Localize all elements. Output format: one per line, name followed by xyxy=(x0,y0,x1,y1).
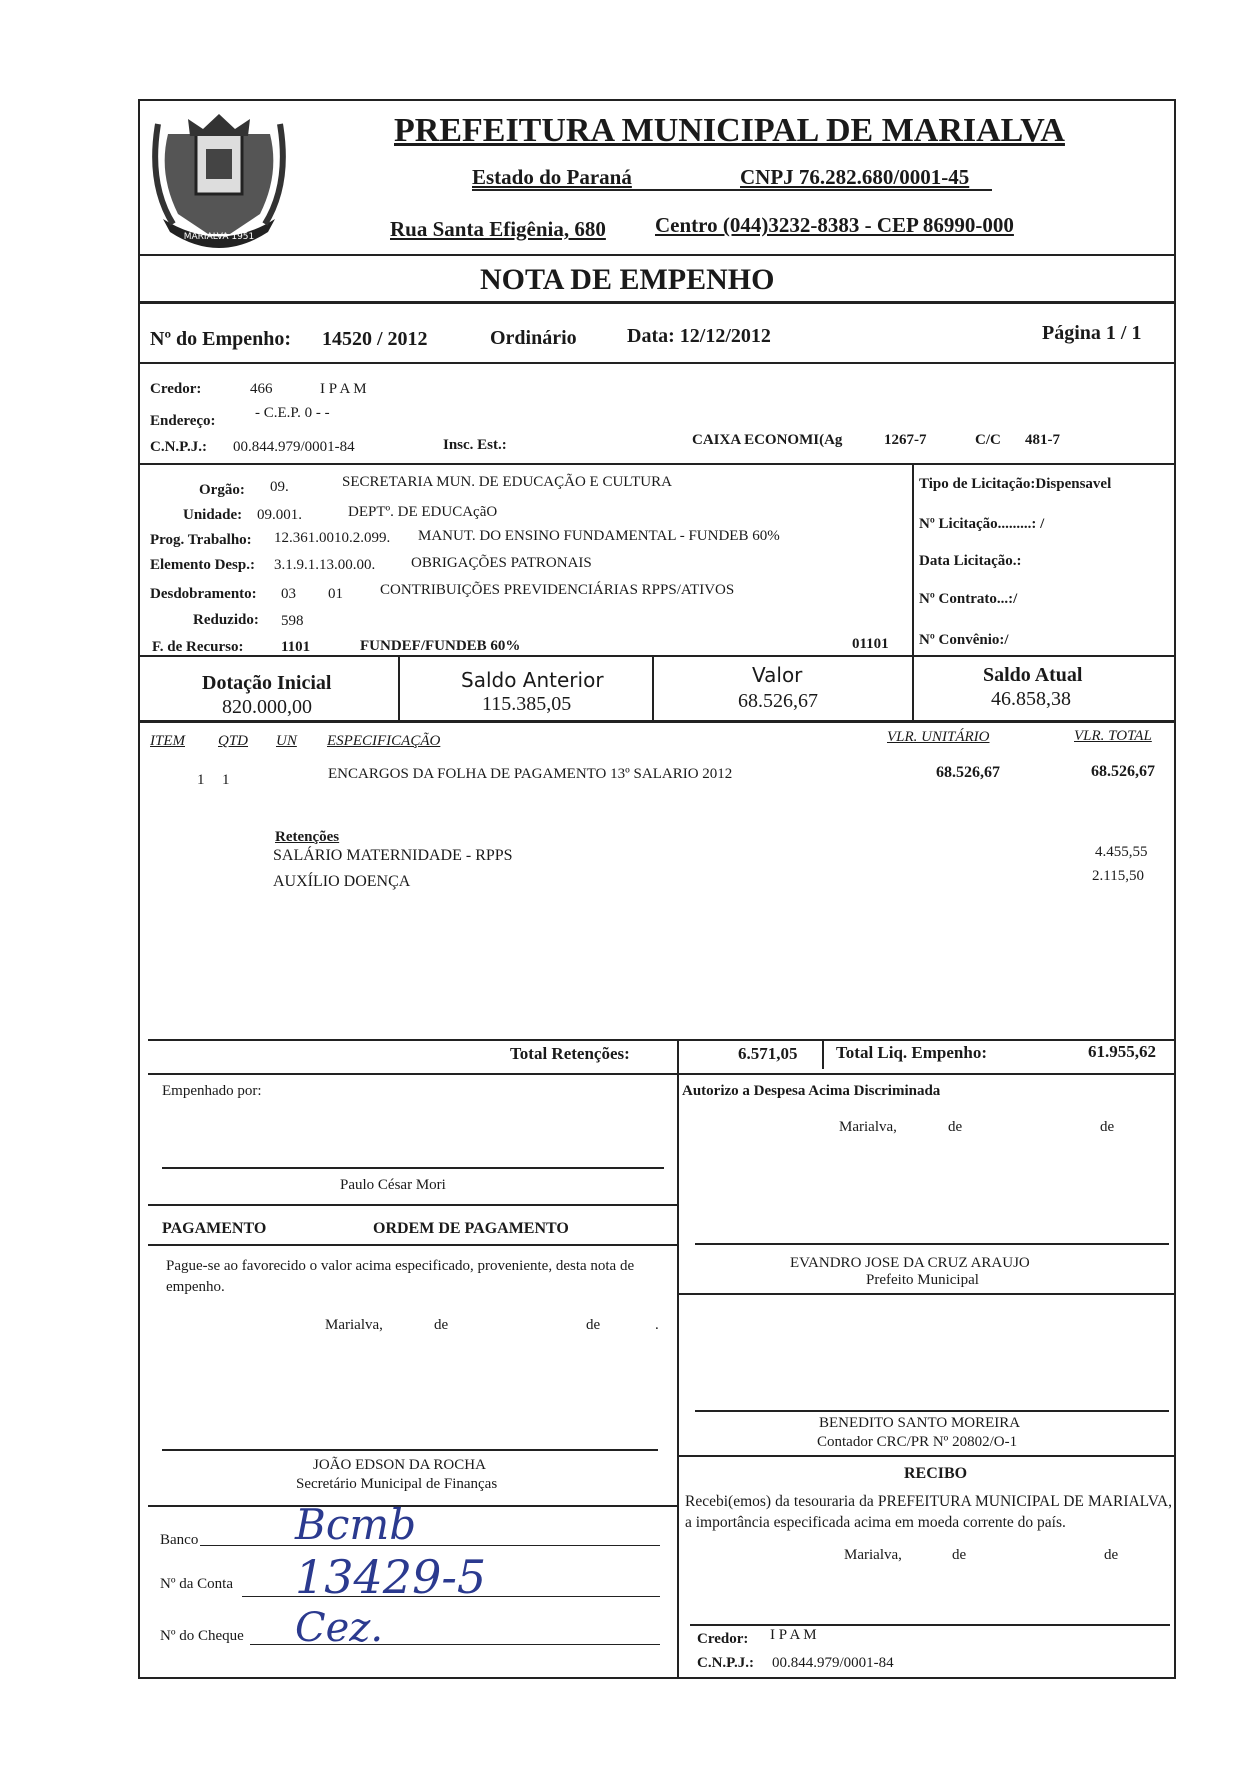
total-retencoes-value: 6.571,05 xyxy=(738,1044,798,1063)
divider xyxy=(148,1073,1176,1075)
empenho-date: Data: 12/12/2012 xyxy=(627,325,771,347)
saldo-atual-value: 46.858,38 xyxy=(991,688,1071,710)
divider xyxy=(138,301,1176,304)
divider xyxy=(912,657,914,720)
credor-code: 466 xyxy=(250,381,273,397)
retencao-value-1: 4.455,55 xyxy=(1095,844,1148,860)
header-address: Rua Santa Efigênia, 680 xyxy=(390,217,606,241)
signer-evandro: EVANDRO JOSE DA CRUZ ARAUJO xyxy=(790,1255,1030,1271)
desdobramento-label: Desdobramento: xyxy=(150,586,257,602)
de-recibo-2: de xyxy=(1104,1547,1119,1563)
cc-label: C/C xyxy=(975,432,1001,448)
divider xyxy=(138,655,1176,657)
divider xyxy=(912,463,914,657)
header-cnpj: CNPJ 76.282.680/0001-45 xyxy=(740,165,970,189)
bank-name: CAIXA ECONOMI(Ag xyxy=(692,432,843,448)
signer-evandro-role: Prefeito Municipal xyxy=(866,1272,979,1288)
handwritten-banco: Bcmb xyxy=(295,1500,417,1549)
state-label: Estado do Paraná xyxy=(472,165,632,189)
reduzido-value: 598 xyxy=(281,613,304,629)
recurso-name: FUNDEF/FUNDEB 60% xyxy=(360,638,521,654)
desdobramento-name: CONTRIBUIÇÕES PREVIDENCIÁRIAS RPPS/ATIVOS xyxy=(380,582,735,598)
reduzido-label: Reduzido: xyxy=(193,612,259,628)
retencao-label-1: SALÁRIO MATERNIDADE - RPPS xyxy=(273,847,513,864)
recibo-credor-label: Credor: xyxy=(697,1631,749,1647)
orgao-name: SECRETARIA MUN. DE EDUCAÇÃO E CULTURA xyxy=(342,474,672,490)
signature-line xyxy=(695,1410,1169,1412)
elemento-label: Elemento Desp.: xyxy=(150,557,255,573)
autorizo-label: Autorizo a Despesa Acima Discriminada xyxy=(682,1083,941,1099)
cc-value: 481-7 xyxy=(1025,432,1060,448)
de-recibo-1: de xyxy=(952,1547,967,1563)
divider xyxy=(398,657,400,720)
credor-label: Credor: xyxy=(150,381,202,397)
unidade-code: 09.001. xyxy=(257,507,302,523)
recibo-text: Recebi(emos) da tesouraria da PREFEITURA MUNICIPAL DE MARIALVA, a importância especificada acima em moeda corrente do país. xyxy=(685,1493,1172,1531)
signer-paulo: Paulo César Mori xyxy=(340,1177,446,1193)
cheque-label: Nº do Cheque xyxy=(160,1628,244,1644)
empenhado-por-label: Empenhado por: xyxy=(162,1083,262,1099)
pagamento-label: PAGAMENTO xyxy=(162,1220,267,1237)
endereco-label: Endereço: xyxy=(150,413,216,429)
empenho-label: Nº do Empenho: xyxy=(150,328,292,350)
page-number: Página 1 / 1 xyxy=(1042,322,1142,344)
marialva-date-right: Marialva, xyxy=(839,1119,897,1135)
saldo-atual-label: Saldo Atual xyxy=(983,664,1083,686)
unidade-name: DEPTº. DE EDUCAçãO xyxy=(348,504,498,520)
retencao-value-2: 2.115,50 xyxy=(1092,868,1144,884)
divider xyxy=(677,1455,1176,1457)
coat-of-arms-text: MARIALVA 1951 xyxy=(183,232,255,242)
numero-licitacao: Nº Licitação.........: / xyxy=(919,516,1045,532)
divider xyxy=(138,463,1176,465)
ordem-pagamento-label: ORDEM DE PAGAMENTO xyxy=(373,1220,569,1237)
col-header-spec: ESPECIFICAÇÃO xyxy=(327,733,441,749)
data-licitacao: Data Licitação.: xyxy=(919,553,1022,569)
handwritten-conta: 13429-5 xyxy=(295,1550,487,1604)
date-dot: . xyxy=(655,1317,659,1333)
header-contact: Centro (044)3232-8383 - CEP 86990-000 xyxy=(655,213,1014,237)
prog-code: 12.361.0010.2.099. xyxy=(274,530,391,546)
divider xyxy=(138,720,1176,723)
valor-label: Valor xyxy=(752,663,803,687)
recibo-cnpj-value: 00.844.979/0001-84 xyxy=(772,1655,894,1671)
signature-line xyxy=(162,1167,664,1169)
col-header-total: VLR. TOTAL xyxy=(1074,728,1152,744)
divider xyxy=(677,1293,1176,1295)
retencoes-title: Retenções xyxy=(275,829,340,845)
table-row-total: 68.526,67 xyxy=(1091,763,1155,780)
orgao-code: 09. xyxy=(270,479,289,495)
numero-contrato: Nº Contrato...:/ xyxy=(919,591,1018,607)
bank-agency: 1267-7 xyxy=(884,432,927,448)
elemento-name: OBRIGAÇÕES PATRONAIS xyxy=(411,555,592,571)
recibo-title: RECIBO xyxy=(904,1465,968,1482)
signature-line xyxy=(695,1243,1169,1245)
table-row-item: 1 xyxy=(197,772,205,788)
col-header-qtd: QTD xyxy=(218,733,249,749)
saldo-anterior-value: 115.385,05 xyxy=(482,693,572,715)
col-header-un: UN xyxy=(276,733,297,749)
cnpj-label: C.N.P.J.: xyxy=(150,439,207,455)
divider xyxy=(138,362,1176,364)
conta-label: Nº da Conta xyxy=(160,1576,233,1592)
marialva-date-left: Marialva, xyxy=(325,1317,383,1333)
banco-label: Banco xyxy=(160,1532,199,1548)
handwritten-cheque: Cez. xyxy=(295,1605,384,1651)
dotacao-inicial-value: 820.000,00 xyxy=(222,696,312,718)
signer-joao-role: Secretário Municipal de Finanças xyxy=(296,1476,498,1492)
empenho-type: Ordinário xyxy=(490,327,577,349)
de-left-2: de xyxy=(586,1317,601,1333)
retencao-label-2: AUXÍLIO DOENÇA xyxy=(273,873,411,890)
pague-text: Pague-se ao favorecido o valor acima especificado, proveniente, desta nota de empenho. xyxy=(166,1258,635,1295)
prog-name: MANUT. DO ENSINO FUNDAMENTAL - FUNDEB 60% xyxy=(418,528,780,544)
table-row-qtd: 1 xyxy=(222,772,230,788)
divider xyxy=(148,1204,677,1206)
divider xyxy=(677,1039,679,1075)
recurso-code: 1101 xyxy=(281,639,311,655)
de-right-2: de xyxy=(1100,1119,1115,1135)
divider xyxy=(138,254,1176,256)
de-left-1: de xyxy=(434,1317,449,1333)
prog-label: Prog. Trabalho: xyxy=(150,532,252,548)
marialva-date-recibo: Marialva, xyxy=(844,1547,902,1563)
desdobramento-a: 03 xyxy=(281,586,296,602)
valor-value: 68.526,67 xyxy=(738,690,818,712)
header-underline-1 xyxy=(472,189,992,191)
total-liquido-value: 61.955,62 xyxy=(1088,1042,1156,1061)
de-right-1: de xyxy=(948,1119,963,1135)
divider xyxy=(148,1039,1176,1041)
elemento-code: 3.1.9.1.13.00.00. xyxy=(274,557,376,573)
divider xyxy=(652,657,654,720)
col-header-item: ITEM xyxy=(150,733,185,749)
cnpj-value: 00.844.979/0001-84 xyxy=(233,439,355,455)
unidade-label: Unidade: xyxy=(183,507,243,523)
recurso-extra: 01101 xyxy=(852,636,889,652)
coat-of-arms xyxy=(148,104,290,254)
recurso-label: F. de Recurso: xyxy=(152,639,244,655)
desdobramento-b: 01 xyxy=(328,586,343,602)
signer-joao: JOÃO EDSON DA ROCHA xyxy=(313,1457,486,1473)
recibo-cnpj-label: C.N.P.J.: xyxy=(697,1655,754,1671)
credor-name: I P A M xyxy=(320,381,367,397)
divider xyxy=(148,1244,677,1246)
divider xyxy=(822,1039,824,1069)
total-retencoes-label: Total Retenções: xyxy=(510,1044,630,1063)
numero-convenio: Nº Convênio:/ xyxy=(919,632,1009,648)
signer-benedito: BENEDITO SANTO MOREIRA xyxy=(819,1415,1021,1431)
table-row-spec: ENCARGOS DA FOLHA DE PAGAMENTO 13º SALARIO 2012 xyxy=(328,766,733,782)
insc-label: Insc. Est.: xyxy=(443,437,507,453)
saldo-anterior-label: Saldo Anterior xyxy=(461,668,604,692)
total-liquido-label: Total Liq. Empenho: xyxy=(836,1043,987,1062)
empenho-number: 14520 / 2012 xyxy=(322,328,428,350)
recibo-credor-name: I P A M xyxy=(770,1627,817,1643)
table-row-unit: 68.526,67 xyxy=(936,764,1000,781)
signature-line xyxy=(162,1449,658,1451)
col-header-unit: VLR. UNITÁRIO xyxy=(887,729,990,745)
banco-line[interactable] xyxy=(200,1545,660,1546)
document-title: NOTA DE EMPENHO xyxy=(480,263,775,296)
dotacao-inicial-label: Dotação Inicial xyxy=(202,672,332,694)
signature-line xyxy=(690,1624,1170,1626)
orgao-label: Orgão: xyxy=(199,482,245,498)
page-title: PREFEITURA MUNICIPAL DE MARIALVA xyxy=(394,112,1065,149)
signer-benedito-role: Contador CRC/PR Nº 20802/O-1 xyxy=(817,1434,1018,1450)
endereco-value: - C.E.P. 0 - - xyxy=(255,405,330,421)
tipo-licitacao: Tipo de Licitação:Dispensavel xyxy=(919,476,1112,492)
divider xyxy=(677,1073,679,1679)
